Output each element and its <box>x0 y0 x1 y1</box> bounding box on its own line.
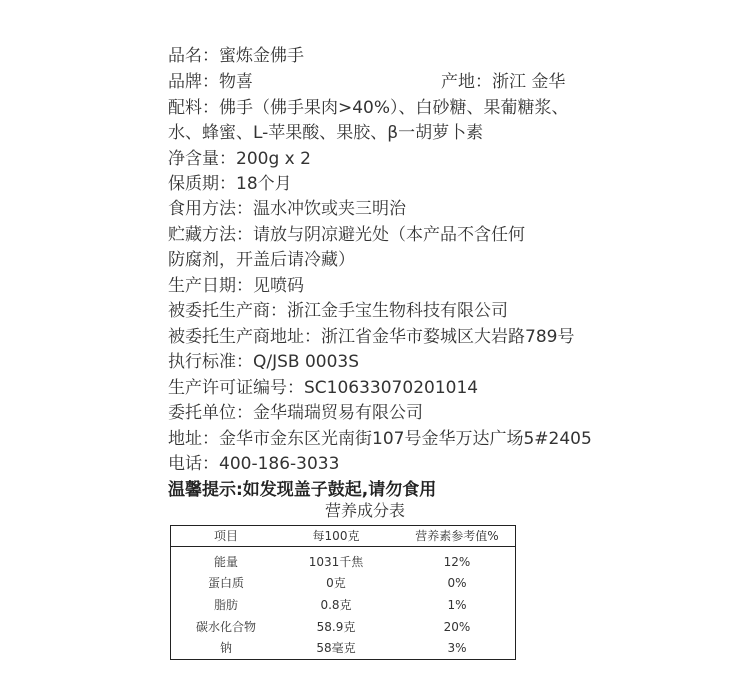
row-fat-value: 0.8克 <box>320 598 352 612</box>
storage-line-1: 贮藏方法：请放与阴凉避光处（本产品不含任何 <box>168 225 525 245</box>
nutrition-table-title: 营养成分表 <box>324 501 405 520</box>
row-energy-nrv: 12% <box>443 555 471 569</box>
commissioner: 委托单位：金华瑞瑞贸易有限公司 <box>168 403 423 423</box>
production-date: 生产日期：见喷码 <box>168 276 304 296</box>
row-sodium-nrv: 3% <box>447 641 467 655</box>
row-carbs-nrv: 20% <box>443 620 471 634</box>
header-per-100g: 每100克 <box>312 529 360 543</box>
row-sodium-name: 钠 <box>219 641 232 655</box>
brand: 品牌：物喜 <box>168 72 253 92</box>
row-protein-value: 0克 <box>326 576 346 590</box>
origin: 产地：浙江 金华 <box>441 72 566 92</box>
storage-line-2: 防腐剂，开盖后请冷藏） <box>168 250 355 270</box>
manufacturer-address: 被委托生产商地址：浙江省金华市婺城区大岩路789号 <box>168 327 575 347</box>
nutrition-table <box>170 525 516 660</box>
warning-notice: 温馨提示:如发现盖子鼓起,请勿食用 <box>168 480 437 500</box>
row-fat-name: 脂肪 <box>213 598 238 612</box>
row-carbs-name: 碳水化合物 <box>195 620 256 634</box>
address: 地址：金华市金东区光南街107号金华万达广场5#2405 <box>168 429 592 449</box>
ingredients-line-1: 配料：佛手（佛手果肉>40%）、白砂糖、果葡糖浆、 <box>168 98 569 118</box>
header-item: 项目 <box>213 529 238 543</box>
row-energy-value: 1031千焦 <box>308 555 364 569</box>
header-nrv: 营养素参考值% <box>415 529 499 543</box>
row-fat-nrv: 1% <box>447 598 467 612</box>
standard: 执行标准：Q/JSB 0003S <box>168 352 360 372</box>
row-carbs-value: 58.9克 <box>316 620 356 634</box>
shelf-life: 保质期：18个月 <box>168 174 292 194</box>
row-protein-name: 蛋白质 <box>207 576 244 590</box>
nutrition-table-header <box>171 526 515 547</box>
license-number: 生产许可证编号：SC10633070201014 <box>168 378 479 398</box>
usage-method: 食用方法：温水冲饮或夹三明治 <box>168 199 406 219</box>
manufacturer: 被委托生产商：浙江金手宝生物科技有限公司 <box>168 301 508 321</box>
net-content: 净含量：200g x 2 <box>168 149 311 169</box>
row-sodium-value: 58毫克 <box>316 641 356 655</box>
phone: 电话：400-186-3033 <box>168 454 340 474</box>
row-protein-nrv: 0% <box>447 576 467 590</box>
row-energy-name: 能量 <box>213 555 238 569</box>
ingredients-line-2: 水、蜂蜜、L-苹果酸、果胶、β一胡萝卜素 <box>168 123 484 143</box>
product-name: 品名：蜜炼金佛手 <box>168 46 304 66</box>
